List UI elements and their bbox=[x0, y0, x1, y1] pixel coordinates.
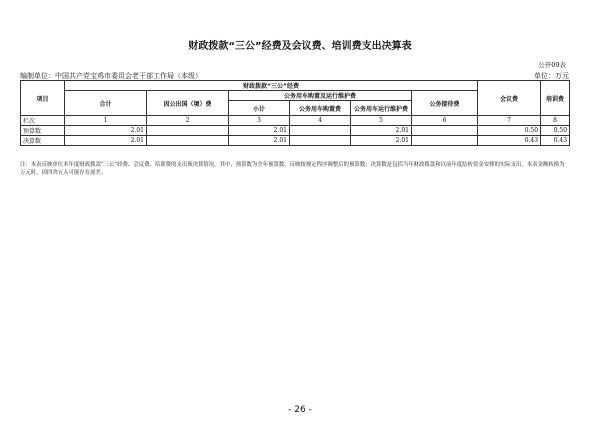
header-vehicle-purchase: 公务用车购置费 bbox=[290, 101, 351, 116]
cell: 栏次 bbox=[21, 116, 65, 126]
header-abroad: 因公出国（境）费 bbox=[147, 91, 229, 116]
cell: 1 bbox=[65, 116, 147, 126]
cell bbox=[290, 136, 351, 146]
cell: 8 bbox=[541, 116, 570, 126]
cell bbox=[290, 126, 351, 136]
cell bbox=[147, 136, 229, 146]
cell: 7 bbox=[478, 116, 541, 126]
header-vehicle-group: 公务用车购置及运行维护费 bbox=[229, 91, 412, 101]
row-label: 决算数 bbox=[21, 136, 65, 146]
header-subtotal: 小计 bbox=[229, 101, 290, 116]
header-reception: 公务接待费 bbox=[412, 91, 478, 116]
cell: 0.50 bbox=[478, 126, 541, 136]
cell: 2.01 bbox=[229, 136, 290, 146]
cell: 2.01 bbox=[229, 126, 290, 136]
cell: 2.01 bbox=[65, 126, 147, 136]
cell: 2 bbox=[147, 116, 229, 126]
cell: 6 bbox=[412, 116, 478, 126]
cell: 4 bbox=[290, 116, 351, 126]
cell: 2.01 bbox=[351, 136, 412, 146]
cell: 2.01 bbox=[351, 126, 412, 136]
header-item: 项目 bbox=[21, 81, 65, 116]
header-vehicle-operation: 公务用车运行维护费 bbox=[351, 101, 412, 116]
cell bbox=[147, 126, 229, 136]
cell: 0.43 bbox=[541, 136, 570, 146]
header-meeting: 会议费 bbox=[478, 81, 541, 116]
cell bbox=[412, 136, 478, 146]
cell: 3 bbox=[229, 116, 290, 126]
expenditure-table bbox=[20, 80, 570, 146]
cell: 5 bbox=[351, 116, 412, 126]
cell: 0.43 bbox=[478, 136, 541, 146]
footnote: 注：本表反映单位本年度财政拨款“三公”经费、会议费、培训费的支出预决算情况。其中，预算数为全年预算数，反映按规定程序调整后的预算数；决算数是包括当年财政拨款和以前年度结转资金安排的实际支出。本表金额转换为万元时，因四舍五入可能存在尾差。 bbox=[20, 162, 565, 176]
cell bbox=[412, 126, 478, 136]
row-label: 预算数 bbox=[21, 126, 65, 136]
header-three-public: 财政拨款“三公”经费 bbox=[65, 81, 478, 91]
cell: 2.01 bbox=[65, 136, 147, 146]
header-training: 培训费 bbox=[541, 81, 570, 116]
header-total: 合计 bbox=[65, 91, 147, 116]
document-title: 财政拨款“三公”经费及会议费、培训费支出决算表 bbox=[188, 41, 412, 52]
table-row bbox=[21, 126, 570, 136]
cell: 0.50 bbox=[541, 126, 570, 136]
table-row bbox=[21, 136, 570, 146]
currency-unit: 单位：万元 bbox=[534, 72, 569, 80]
column-number-row bbox=[21, 116, 570, 126]
page-number: - 26 - bbox=[288, 405, 312, 415]
reporting-unit: 编制单位：中国共产党宝鸡市委员会老干部工作局（本级） bbox=[20, 72, 202, 80]
form-code: 公开09表 bbox=[538, 61, 566, 69]
